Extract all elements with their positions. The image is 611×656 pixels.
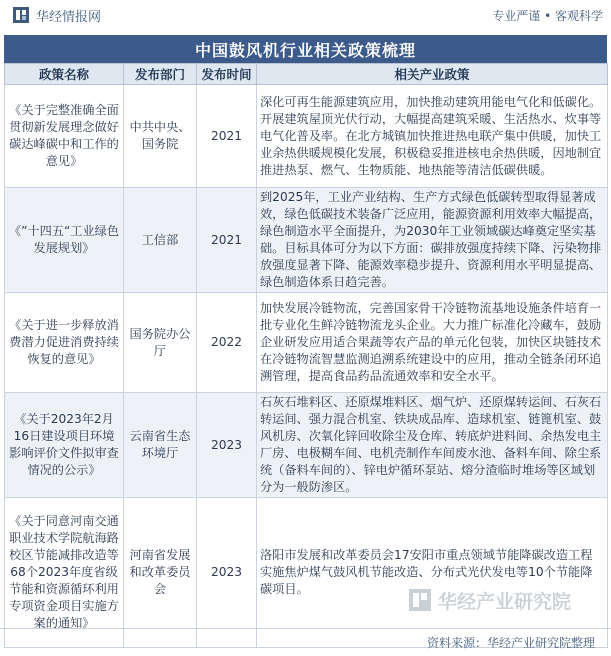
year-cell: 2021 (197, 85, 257, 188)
policy-name-cell: 《关于进一步释放消费潜力促进消费持续恢复的意见》 (5, 293, 124, 393)
policy-table (4, 63, 608, 648)
table-row (5, 188, 608, 293)
year-cell: 2021 (197, 188, 257, 293)
column-header-year: 发布时间 (197, 64, 257, 85)
source-note: 资料来源：华经产业研究院整理 (0, 628, 611, 656)
policy-name-cell: 《关于同意河南交通职业技术学院航海路校区节能减排改造等68个2023年度省级节能和资源循环利用专项资金项目实施方案的通知》 (5, 498, 124, 648)
table-row (5, 293, 608, 393)
policy-name-cell: 《关于完整准确全面贯彻新发展理念做好碳达峰碳中和工作的意见》 (5, 85, 124, 188)
policy-text-cell: 石灰石堆料区、还原煤堆料区、烟气炉、还原煤转运间、石灰石转运间、强力混合机室、铁块成品库、造球机室、链篦机室、鼓风机房、次氧化锌回收除尘及仓库、转底炉进料间、余热发电主厂房、电极糊车间、电机壳制作车间废水池、备料车间、除尘系统（备料车间的）、锌电炉循环泵站、熔分渣临时堆场等区域划分为一般防渗区。 (257, 393, 608, 498)
slogan: 专业严谨 • 客观科学 (492, 8, 603, 23)
policy-text-cell: 洛阳市发展和改革委员会17安阳市重点领域节能降碳改造工程实施焦炉煤气鼓风机节能改造、分布式光伏发电等10个节能降碳项目。 (257, 498, 608, 648)
year-cell: 2023 (197, 498, 257, 648)
column-header-dept: 发布部门 (124, 64, 197, 85)
department-cell: 云南省生态环境厅 (124, 393, 197, 498)
brand-name: 华经情报网 (36, 9, 102, 25)
page-title: 中国鼓风机行业相关政策梳理 (4, 35, 607, 63)
watermark-text: 华经产业研究院 (438, 590, 572, 613)
table-header-row (5, 64, 608, 85)
table-row (5, 498, 608, 648)
department-cell: 河南省发展和改革委员会 (124, 498, 197, 648)
table-row (5, 393, 608, 498)
department-cell: 国务院办公厅 (124, 293, 197, 393)
department-cell: 工信部 (124, 188, 197, 293)
policy-text-cell: 到2025年，工业产业结构、生产方式绿色低碳转型取得显著成效，绿色低碳技术装备广泛应用，能源资源利用效率大幅提高，绿色制造水平全面提升，为2030年工业领域碳达峰奠定坚实基础。目标具体可分为以下方面：碳排放强度持续下降、污染物排放强度显著下降、能源效率稳步提升、资源利用水平明显提高、绿色制造体系日趋完善。 (257, 188, 608, 293)
department-cell: 中共中央、国务院 (124, 85, 197, 188)
column-header-name: 政策名称 (5, 64, 124, 85)
table-row (5, 85, 608, 188)
top-bar (0, 0, 611, 30)
policy-name-cell: 《关于2023年2月16日建设项目环境影响评价文件拟审查情况的公示》 (5, 393, 124, 498)
policy-name-cell: 《”十四五“工业绿色发展规划》 (5, 188, 124, 293)
logo-icon (12, 6, 30, 24)
year-cell: 2023 (197, 393, 257, 498)
column-header-policy: 相关产业政策 (257, 64, 608, 85)
policy-text-cell: 加快发展冷链物流，完善国家骨干冷链物流基地设施条件培育一批专业化生鲜冷链物流龙头企业。大力推广标准化冷藏车，鼓励企业研发应用适合果蔬等农产品的单元化包装，加快区块链技术在冷链物流智慧监测追溯系统建设中的应用，推动全链条闭环追溯管理，提高食品药品流通效率和安全水平。 (257, 293, 608, 393)
brand (12, 6, 101, 25)
year-cell: 2022 (197, 293, 257, 393)
policy-text-cell: 深化可再生能源建筑应用，加快推动建筑用能电气化和低碳化。开展建筑屋顶光伏行动，大幅提高建筑采暖、生活热水、炊事等电气化普及率。在北方城镇加快推进热电联产集中供暖，加快工业余热供暖规模化发展，积极稳妥推进核电余热供暖，因地制宜推进热泵、燃气、生物质能、地热能等清洁低碳供暖。 (257, 85, 608, 188)
